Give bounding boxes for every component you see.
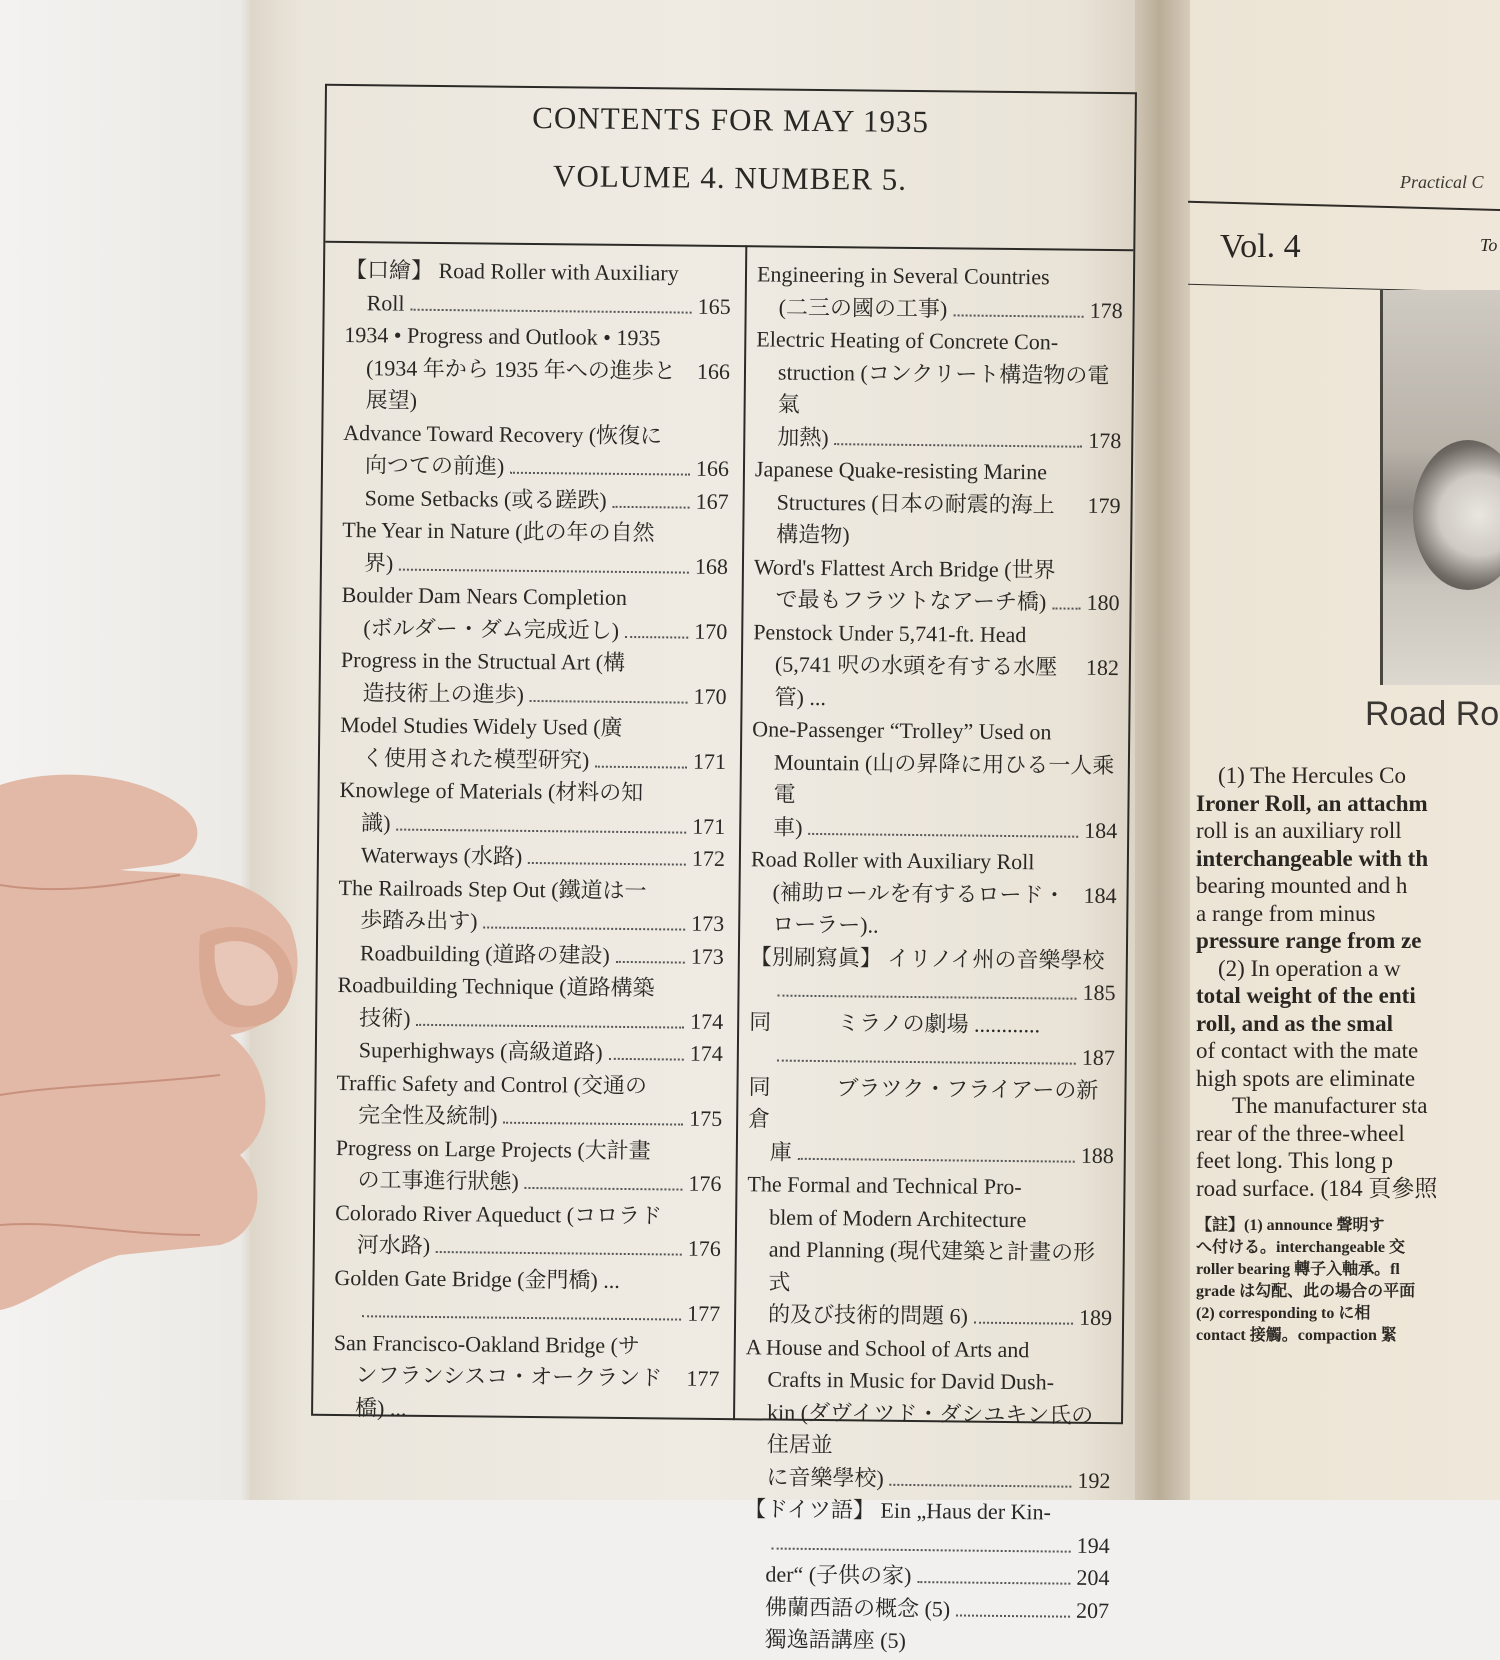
toc-entry-text: Golden Gate Bridge (金門橋) ...: [334, 1261, 720, 1298]
toc-entry-row: [743, 1591, 1109, 1627]
toc-entry-row: [339, 839, 725, 876]
leader-dots: [625, 635, 688, 638]
leader-dots: [528, 862, 686, 866]
toc-entry-text: の工事進行狀態): [335, 1164, 519, 1198]
toc-entry: [753, 551, 1120, 620]
page-number: 175: [689, 1103, 722, 1136]
page-number: 177: [686, 1363, 719, 1396]
page-number: 172: [692, 843, 725, 876]
note-line: grade は勾配、此の場合の平面: [1196, 1281, 1500, 1303]
page-number: 187: [1082, 1042, 1115, 1075]
column-divider: [733, 245, 747, 1420]
toc-entry-text: 技術): [337, 1001, 411, 1034]
toc-entry-row: [749, 1038, 1115, 1074]
toc-entry-text: Advance Toward Recovery (恢復に: [343, 416, 729, 453]
leader-dots: [436, 1251, 682, 1256]
toc-entry-row: [744, 1461, 1110, 1497]
page-number: 167: [695, 485, 728, 518]
page-number: 176: [688, 1233, 721, 1266]
toc-entry-text: Colorado River Aqueduct (コロラド: [335, 1196, 721, 1233]
toc-entry-text: blem of Modern Architecture: [747, 1201, 1113, 1237]
page-number: 177: [687, 1298, 720, 1331]
toc-entry: [748, 1071, 1115, 1172]
toc-entry: [344, 319, 731, 421]
toc-entry-text: 【ドイツ語】 Ein „Haus der Kin-: [744, 1493, 1110, 1529]
toc-entry-text: 識): [339, 806, 391, 839]
page-number: 185: [1082, 977, 1115, 1010]
toc-entry-text: 同 ミラノの劇場 ............: [749, 1006, 1115, 1042]
toc-entry-text: ンフランシスコ・オークランド橋) ...: [333, 1359, 675, 1428]
toc-entry: [342, 481, 728, 518]
page-number: 204: [1076, 1562, 1109, 1595]
toc-entry-text: Roadbuilding (道路の建設): [338, 936, 610, 971]
toc-entry-text: Structures (日本の耐震的海上構造物): [754, 486, 1076, 554]
toc-entry-text: 車): [751, 811, 803, 844]
toc-entry-text: Some Setbacks (或る蹉跌): [342, 481, 606, 516]
leader-dots: [510, 472, 690, 476]
leader-dots: [798, 1157, 1075, 1162]
page-number: 194: [1077, 1529, 1110, 1562]
body-line: rear of the three-wheel: [1196, 1120, 1500, 1148]
page-number: 192: [1077, 1464, 1110, 1497]
toc-entry-text: kin (ダヴイツド・ダシユキン氏の住居並: [745, 1396, 1112, 1465]
toc-entry: [343, 416, 730, 485]
toc-entry-text: 【別刷寫眞】 イリノイ州の音樂學校: [750, 941, 1116, 977]
body-line: roll is an auxiliary roll: [1196, 817, 1500, 845]
toc-entry-text: The Railroads Step Out (鐵道は一: [338, 871, 724, 908]
toc-entry-text: (ボルダー・ダム完成近し): [341, 611, 619, 646]
toc-entry: [337, 969, 724, 1038]
toc-entry-row: [340, 741, 726, 778]
running-head: Practical C: [1400, 172, 1484, 193]
toc-entry-row: [751, 811, 1117, 847]
body-line: roll, and as the smal: [1196, 1010, 1500, 1038]
toc-entry-row: [744, 1526, 1110, 1562]
note-line: 【註】(1) announce 聲明す: [1196, 1215, 1500, 1237]
toc-entry-text: (1934 年から 1935 年への進歩と展望): [344, 352, 686, 421]
toc-entry: [743, 1591, 1109, 1627]
toc-entry: [335, 1196, 722, 1265]
contents-box: [311, 84, 1137, 1424]
leader-dots: [917, 1581, 1070, 1585]
leader-dots: [808, 832, 1078, 837]
leader-dots: [609, 1058, 684, 1061]
toc-entry-row: [345, 287, 731, 324]
contents-header: [325, 86, 1135, 249]
toc-entry-row: [754, 486, 1121, 555]
toc-entry: [339, 774, 726, 843]
leader-dots: [953, 314, 1083, 317]
note-line: contact 接觸。compaction 緊: [1196, 1325, 1500, 1347]
page-number: 184: [1084, 814, 1117, 847]
leader-dots: [399, 568, 689, 573]
toc-entry-row: [335, 1229, 721, 1266]
toc-entry: [333, 1326, 720, 1428]
body-line: interchangeable with th: [1196, 845, 1500, 873]
leader-dots: [411, 308, 692, 313]
leader-dots: [362, 1315, 681, 1320]
article-notes: [1196, 1215, 1500, 1347]
toc-entry-text: 的及び技術的問題 6): [746, 1298, 968, 1333]
toc-entry-row: [333, 1359, 720, 1428]
toc-entry-text: 造技術上の進歩): [340, 676, 524, 710]
photo-caption: Road Ro: [1365, 695, 1499, 734]
toc-entry: [345, 254, 732, 323]
toc-entry-row: [749, 973, 1115, 1009]
right-page-to: To: [1480, 235, 1497, 256]
toc-entry-text: Progress on Large Projects (大計畫: [336, 1131, 722, 1168]
toc-entry-text: Model Studies Widely Used (廣: [340, 709, 726, 746]
toc-entry: [752, 616, 1119, 717]
toc-entry-text: Traffic Safety and Control (交通の: [336, 1066, 722, 1103]
toc-entry-row: [337, 1001, 723, 1038]
page-number: 170: [693, 680, 726, 713]
toc-entry-text: A House and School of Arts and: [746, 1331, 1112, 1367]
hand-illustration: [0, 765, 300, 1325]
toc-entry-row: [757, 291, 1123, 327]
leader-dots: [772, 1547, 1071, 1552]
page-number: 173: [691, 940, 724, 973]
toc-entry: [334, 1261, 721, 1330]
toc-entry-text: The Formal and Technical Pro-: [747, 1168, 1113, 1204]
body-line: of contact with the mate: [1196, 1037, 1500, 1065]
page-number: 170: [694, 615, 727, 648]
toc-entry-text: Knowlege of Materials (材料の知: [339, 774, 725, 811]
page-number: 207: [1076, 1594, 1109, 1627]
page-number: 171: [693, 745, 726, 778]
toc-entry: [744, 1493, 1111, 1562]
toc-entry-text: Progress in the Structual Art (構: [341, 644, 727, 681]
toc-entry-text: (補助ロールを有するロード・ローラー)..: [750, 876, 1072, 944]
toc-entry-row: [335, 1164, 721, 1201]
body-line: (1) The Hercules Co: [1196, 762, 1500, 790]
toc-entry-text: Word's Flattest Arch Bridge (世界: [754, 551, 1120, 587]
page-number: 174: [690, 1038, 723, 1071]
body-line: pressure range from ze: [1196, 927, 1500, 955]
page-number: 168: [695, 550, 728, 583]
toc-entry-text: 河水路): [335, 1229, 431, 1262]
toc-entry-row: [340, 676, 726, 713]
toc-entry-text: 界): [342, 546, 394, 579]
toc-entry-text: 向つての前進): [343, 449, 505, 483]
body-line: a range from minus: [1196, 900, 1500, 928]
page-number: 174: [690, 1005, 723, 1038]
toc-entry-text: (5,741 呎の水頭を有する水壓管) ...: [752, 648, 1074, 716]
volume-label: Vol. 4: [1220, 228, 1301, 266]
page-number: 171: [692, 810, 725, 843]
leader-dots: [525, 1187, 683, 1191]
note-line: へ付ける。interchangeable 交: [1196, 1237, 1500, 1259]
toc-entry: [743, 1558, 1109, 1594]
leader-dots: [416, 1023, 684, 1028]
leader-dots: [890, 1483, 1072, 1487]
toc-entry: [338, 871, 725, 940]
page-number: 178: [1089, 294, 1122, 327]
right-column: [743, 258, 1124, 1659]
page-number: 173: [691, 908, 724, 941]
toc-entry: [755, 323, 1122, 457]
leader-dots: [777, 995, 1076, 1000]
toc-entry: [337, 1034, 723, 1071]
toc-entry-text: Road Roller with Auxiliary Roll: [751, 843, 1117, 879]
toc-entry: [335, 1131, 722, 1200]
leader-dots: [1052, 607, 1080, 609]
leader-dots: [835, 443, 1083, 448]
toc-entry-row: [337, 1034, 723, 1071]
toc-entry-row: [750, 876, 1117, 945]
toc-entry-row: [336, 1099, 722, 1136]
toc-entry-text: 佛蘭西語の概念 (5): [743, 1591, 950, 1626]
toc-entry: [749, 1006, 1116, 1075]
leader-dots: [397, 828, 687, 833]
toc-entry: [757, 258, 1124, 327]
toc-entry-text: San Francisco-Oakland Bridge (サ: [334, 1326, 720, 1363]
toc-entry-text: der“ (子供の家): [743, 1558, 911, 1592]
toc-entry-row: [342, 546, 728, 583]
toc-entry-text: The Year in Nature (此の年の自然: [342, 514, 728, 551]
page-number: 184: [1083, 879, 1116, 912]
body-line: road surface. (184 頁參照: [1196, 1175, 1500, 1203]
toc-entry-row: [344, 352, 731, 421]
toc-entry-row: [748, 1136, 1114, 1172]
toc-entry: [340, 709, 727, 778]
page-number: 176: [688, 1168, 721, 1201]
toc-entry-row: [343, 449, 729, 486]
toc-entry-text: Japanese Quake-resisting Marine: [755, 453, 1121, 489]
toc-entry-text: 庫: [748, 1136, 792, 1169]
toc-entry-text: struction (コンクリート構造物の電氣: [755, 356, 1122, 425]
toc-entry: [744, 1331, 1112, 1497]
note-line: (2) corresponding to に相: [1196, 1303, 1500, 1325]
toc-entry-row: [338, 936, 724, 973]
toc-entry: [749, 941, 1116, 1010]
page-number: 182: [1086, 652, 1119, 685]
volume-number: VOLUME 4. NUMBER 5.: [326, 156, 1134, 200]
toc-entry-row: [743, 1558, 1109, 1594]
article-body: [1196, 762, 1500, 1202]
toc-entry-text: Roadbuilding Technique (道路構築: [337, 969, 723, 1006]
toc-entry-row: [341, 611, 727, 648]
toc-entry: [338, 936, 724, 973]
toc-entry-text: Boulder Dam Nears Completion: [341, 579, 727, 616]
body-line: high spots are eliminate: [1196, 1065, 1500, 1093]
toc-entry-text: 獨逸語講座 (5): [743, 1623, 1109, 1659]
page-number: 188: [1081, 1139, 1114, 1172]
toc-entry: [746, 1168, 1114, 1334]
toc-entry-text: and Planning (現代建築と計畫の形式: [746, 1233, 1113, 1302]
roller-drum: [1413, 440, 1500, 590]
page-number: 165: [698, 290, 731, 323]
body-line: Ironer Roll, an attachm: [1196, 790, 1500, 818]
toc-entry-text: 【口繪】 Road Roller with Auxiliary: [345, 254, 731, 291]
toc-entry-text: く使用された模型研究): [340, 741, 590, 776]
toc-entry: [341, 579, 728, 648]
toc-entry-text: One-Passenger “Trolley” Used on: [752, 713, 1118, 749]
toc-entry-row: [746, 1298, 1112, 1334]
toc-entry: [743, 1623, 1109, 1659]
toc-entry-row: [755, 421, 1121, 457]
toc-entry: [339, 839, 725, 876]
toc-entry-text: に音樂學校): [744, 1461, 884, 1495]
toc-entry-row: [342, 481, 728, 518]
toc-entry-text: Electric Heating of Concrete Con-: [756, 323, 1122, 359]
page-number: 166: [696, 453, 729, 486]
leader-dots: [483, 926, 685, 930]
toc-entry-row: [338, 904, 724, 941]
toc-entry: [751, 713, 1118, 847]
toc-entry: [336, 1066, 723, 1135]
toc-entry-row: [334, 1294, 720, 1331]
leader-dots: [503, 1122, 683, 1126]
body-line: bearing mounted and h: [1196, 872, 1500, 900]
contents-title: CONTENTS FOR MAY 1935: [326, 98, 1134, 142]
toc-entry-text: Crafts in Music for David Dush-: [745, 1363, 1111, 1399]
toc-entry-text: 歩踏み出す): [338, 904, 478, 938]
toc-entry-text: 加熱): [755, 421, 829, 454]
toc-entry-row: [339, 806, 725, 843]
leader-dots: [956, 1614, 1070, 1617]
left-column: [333, 254, 731, 1428]
toc-entry-text: (二三の國の工事): [757, 291, 948, 325]
toc-entry-row: [752, 648, 1119, 717]
body-line: (2) In operation a w: [1196, 955, 1500, 983]
leader-dots: [777, 1060, 1076, 1065]
page-number: 166: [697, 355, 730, 388]
body-line: feet long. This long p: [1196, 1147, 1500, 1175]
toc-entry-row: [753, 583, 1119, 619]
toc-entry-text: Waterways (水路): [339, 839, 523, 873]
leader-dots: [595, 765, 687, 768]
toc-entry-text: で最もフラツトなアーチ橋): [753, 583, 1046, 619]
leader-dots: [616, 960, 685, 963]
toc-entry-text: Mountain (山の昇降に用ひる一人乘電: [751, 746, 1118, 815]
toc-entry-text: Engineering in Several Countries: [757, 258, 1123, 294]
toc-entry: [340, 644, 727, 713]
toc-entry-text: 1934 • Progress and Outlook • 1935: [344, 319, 730, 356]
toc-entry-text: Roll: [345, 287, 405, 320]
toc-entry: [754, 453, 1121, 554]
toc-entry-text: Penstock Under 5,741-ft. Head: [753, 616, 1119, 652]
toc-entry-text: 同 ブラツク・フライアーの新倉: [748, 1071, 1115, 1140]
leader-dots: [530, 699, 688, 703]
toc-entry: [750, 843, 1117, 944]
page-number: 178: [1088, 424, 1121, 457]
road-roller-photo: [1380, 290, 1500, 685]
leader-dots: [613, 505, 690, 508]
page-number: 180: [1086, 587, 1119, 620]
toc-entry: [342, 514, 729, 583]
toc-entry-text: Superhighways (高級道路): [337, 1034, 603, 1069]
body-line: The manufacturer sta: [1196, 1092, 1500, 1120]
toc-entry-text: 完全性及統制): [336, 1099, 498, 1133]
body-line: total weight of the enti: [1196, 982, 1500, 1010]
page-number: 189: [1079, 1302, 1112, 1335]
page-number: 179: [1087, 489, 1120, 522]
note-line: roller bearing 轉子入軸承。fl: [1196, 1259, 1500, 1281]
book-gutter: [1135, 0, 1190, 1500]
leader-dots: [974, 1322, 1073, 1325]
